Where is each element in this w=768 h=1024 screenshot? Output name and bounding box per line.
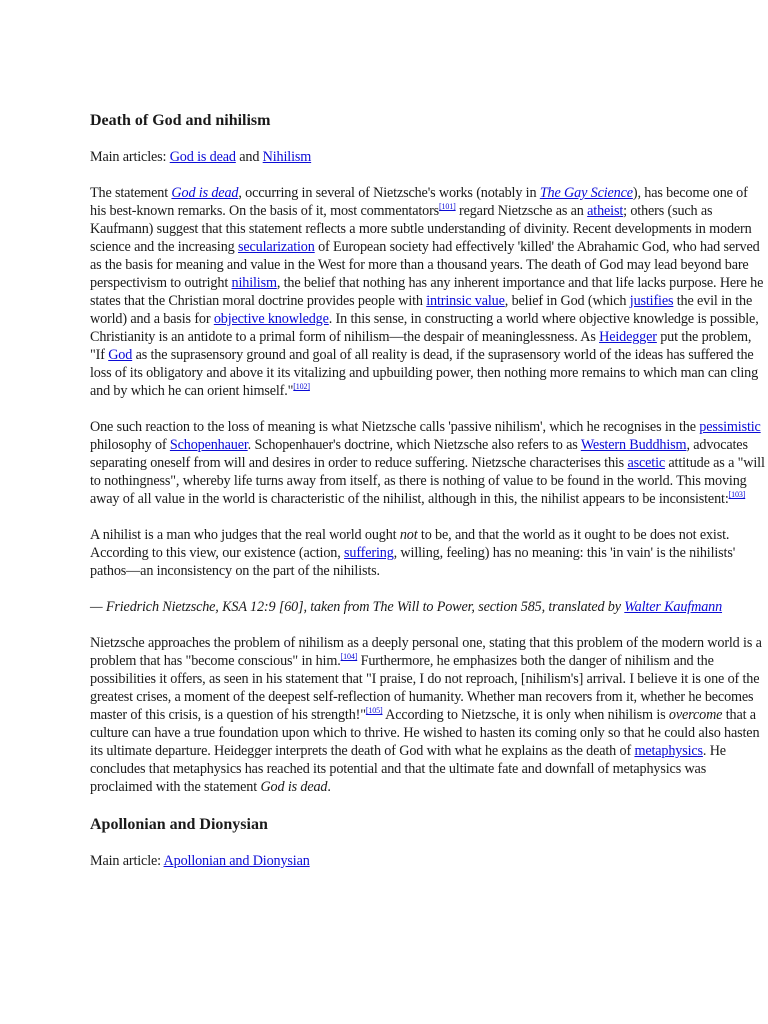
ref-link-103[interactable]: [103] [728, 490, 746, 499]
text: Nietzsche approaches the problem of nihilism as a deeply personal one, stating that this problem of the modern world is a problem that has "become conscious" in him. [90, 635, 762, 669]
text: put the problem, "If [90, 329, 752, 363]
ref-link-101[interactable]: [101] [439, 202, 456, 211]
text: A nihilist is a man who judges that the real world ought [90, 527, 400, 543]
article-content [90, 110, 766, 888]
text: ; others (such as Kaufmann) suggest that this statement reflects a more subtle understanding of divinity. Recent developments in modern science and the increasing [90, 203, 752, 255]
main-article-label: Main article: [90, 853, 164, 869]
link-pessimistic[interactable]: pessimistic [699, 419, 761, 435]
link-the-gay-science[interactable]: The Gay Science [539, 185, 633, 201]
link-god[interactable]: God [108, 347, 133, 363]
paragraph-2 [90, 418, 766, 508]
link-nihilism-inline[interactable]: nihilism [231, 275, 277, 291]
ref-link-102[interactable]: [102] [293, 382, 310, 391]
link-metaphysics[interactable]: metaphysics [634, 743, 703, 759]
blockquote-text [90, 526, 766, 580]
text: . In this sense, in constructing a world where objective knowledge is possible, Christianity is an antidote to a primal form of nihilism—the despair of meaninglessness. As [90, 311, 759, 345]
link-objective-knowledge[interactable]: objective knowledge [213, 311, 329, 327]
text: . He concludes that metaphysics has reached its potential and that the ultimate fate and downfall of metaphysics was proclaimed with the statement [90, 743, 726, 795]
main-article-line [90, 852, 766, 870]
ref-link-104[interactable]: [104] [340, 652, 358, 661]
link-intrinsic-value[interactable]: intrinsic value [426, 293, 505, 309]
link-secularization[interactable]: secularization [238, 239, 315, 255]
reference-102 [293, 382, 310, 391]
emphasis: not [399, 527, 418, 543]
text: According to Nietzsche, it is only when nihilism is [382, 707, 669, 723]
text: , occurring in several of Nietzsche's works (notably in [238, 185, 540, 201]
link-atheist[interactable]: atheist [587, 203, 624, 219]
text: regard Nietzsche as an [455, 203, 588, 219]
text: and [235, 149, 263, 165]
text: . [327, 779, 331, 795]
section-heading-apollonian: Apollonian and Dionysian [90, 816, 268, 833]
reference-105 [366, 706, 383, 715]
link-justifies[interactable]: justifies [629, 293, 674, 309]
text: the evil in the world) and a basis for [90, 293, 753, 327]
reference-101 [439, 202, 456, 211]
text: — Friedrich Nietzsche, KSA 12:9 [60], taken from The Will to Power, section 585, translated by [90, 599, 625, 615]
text: One such reaction to the loss of meaning is what Nietzsche calls 'passive nihilism', which he recognises in the [90, 419, 700, 435]
link-nihilism[interactable]: Nihilism [262, 149, 312, 165]
link-schopenhauer[interactable]: Schopenhauer [169, 437, 248, 453]
text: Furthermore, he emphasizes both the danger of nihilism and the possibilities it offers, as seen in his statement that "I praise, I do not reproach, [nihilism's] arrival. I believe it is one of the greatest crises, a moment of the deepest self-reflection of humanity. Whether man recovers from it, whether he becomes master of this crisis, is a question of his strength!" [90, 653, 760, 723]
text: that a culture can have a true foundation upon which to thrive. He wished to hasten its coming only so that he could also hasten its ultimate departure. Heidegger interprets the death of God with what he explains as the death of [90, 707, 760, 759]
section-heading-death-of-god: Death of God and nihilism [90, 112, 271, 129]
text: , the belief that nothing has any inherent importance and that life lacks purpose. Here he states that the Christian moral doctrine provides people with [90, 275, 764, 309]
text: , advocates separating oneself from will and desires in order to reduce suffering. Nietzsche characterises this [90, 437, 748, 471]
text: of European society had effectively 'killed' the Abrahamic God, who had served as the basis for meaning and value in the West for more than a thousand years. The death of God may lead beyond bare perspectivism to outright [90, 239, 760, 291]
ref-link-105[interactable]: [105] [365, 706, 383, 715]
main-articles-label: Main articles: [90, 149, 170, 165]
emphasis: God is dead [260, 779, 328, 795]
text: to be, and that the world as it ought to be does not exist. According to this view, our existence (action, [90, 527, 730, 561]
text: , willing, feeling) has no meaning: this 'in vain' is the nihilists' pathos—an inconsistency on the part of the nihilists. [90, 545, 736, 579]
reference-104 [341, 652, 358, 661]
text: . Schopenhauer's doctrine, which Nietzsche also refers to as [247, 437, 581, 453]
link-god-is-dead-inline[interactable]: God is dead [171, 185, 239, 201]
text: attitude as a "will to nothingness", whereby life turns away from itself, as there is nothing of value to be found in the world. This moving away of all value in the world is characteristic of the nihilist, although in this, the nihilist appears to be inconsistent: [90, 455, 765, 507]
paragraph-4 [90, 634, 766, 796]
text: philosophy of [90, 437, 170, 453]
link-ascetic[interactable]: ascetic [627, 455, 666, 471]
paragraph-1 [90, 184, 766, 400]
link-walter-kaufmann[interactable]: Walter Kaufmann [624, 599, 723, 615]
text: The statement [90, 185, 172, 201]
link-god-is-dead[interactable]: God is dead [169, 149, 236, 165]
link-heidegger[interactable]: Heidegger [599, 329, 657, 345]
link-suffering[interactable]: suffering [344, 545, 394, 561]
text: , belief in God (which [504, 293, 630, 309]
link-apollonian-and-dionysian[interactable]: Apollonian and Dionysian [163, 853, 310, 869]
link-western-buddhism[interactable]: Western Buddhism [580, 437, 687, 453]
main-articles-line [90, 148, 766, 166]
text: ), has become one of his best-known remarks. On the basis of it, most commentators [90, 185, 748, 219]
reference-103 [729, 490, 746, 499]
quote-attribution [90, 598, 766, 616]
emphasis: overcome [668, 707, 723, 723]
text: as the suprasensory ground and goal of all reality is dead, if the suprasensory world of the ideas has suffered the loss of its obligatory and above it its vitalizing and upbuilding power, then nothing more remains to which man can cling and by which he can orient himself." [90, 347, 759, 399]
